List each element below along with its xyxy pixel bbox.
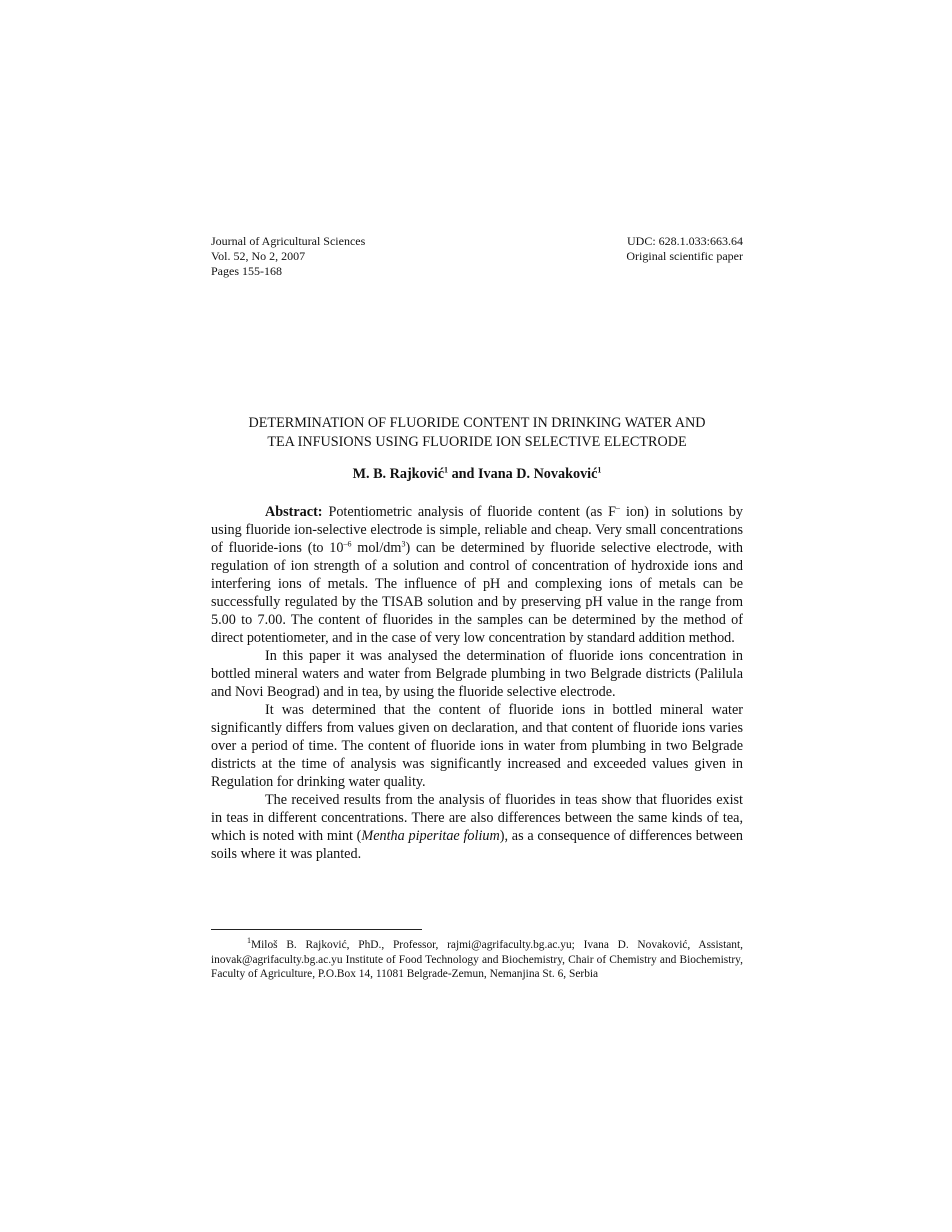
abstract-text: ) can be determined by fluoride selective electrode, with regulation of ion strength of a solution and control of concentration of hydroxide ions and interfering ions of metals. The influence of pH and complexing ions of metals can be successfully regulated by the TISAB solution and by preserving pH value in the range from 5.00 to 7.00. The content of fluorides in the samples can be determined by the method of direct potentiometer, and in the case of very low concentration by standard addition method.	[211, 540, 743, 646]
author-1: M. B. Rajković	[352, 466, 445, 482]
title-line-2: TEA INFUSIONS USING FLUORIDE ION SELECTIVE ELECTRODE	[267, 434, 687, 450]
species-name: Mentha piperitae folium	[361, 828, 500, 844]
abstract-text: mol/dm	[351, 540, 402, 556]
abstract-text: Potentiometric analysis of fluoride content (as F	[322, 504, 617, 520]
abstract-paragraph-3: It was determined that the content of fluoride ions in bottled mineral water significantly differs from values given on declaration, and that content of fluoride ions varies over a period of time. The content of fluoride ions in water from plumbing in two Belgrade districts at the time of analysis was significantly increased and exceeded values given in Regulation for drinking water quality.	[211, 702, 743, 790]
footnote-divider	[211, 929, 422, 930]
author-2: Ivana D. Novaković	[477, 466, 598, 482]
abstract-paragraph-2: In this paper it was analysed the determination of fluoride ions concentration in bottled mineral waters and water from Belgrade plumbing in two Belgrade districts (Palilula and Novi Beograd) and in tea, by using the fluoride selective electrode.	[211, 648, 743, 700]
concentration-exponent: –6	[343, 539, 352, 549]
journal-volume: Vol. 52, No 2, 2007	[211, 249, 306, 263]
journal-name: Journal of Agricultural Sciences	[211, 234, 366, 248]
udc-code: UDC: 628.1.033:663.64	[626, 234, 743, 248]
abstract-text: The received results from the analysis of fluorides in teas show that fluorides exist in teas in different concentrations. There are also differences between the same kinds of tea, which is noted with mint (	[211, 792, 743, 844]
abstract-paragraph-1	[211, 503, 743, 647]
abstract-text: ), as a consequence of differences between soils where it was planted.	[211, 828, 743, 862]
abstract-label: Abstract:	[265, 504, 323, 520]
journal-pages: Pages 155-168	[211, 264, 282, 278]
paper-title	[211, 414, 743, 452]
abstract-text: ion) in solutions by using fluoride ion-selective electrode is simple, reliable and cheap. Very small concentrations of fluoride-ions (to 10	[211, 504, 743, 556]
journal-header	[211, 234, 743, 279]
footnote-text: Miloš B. Rajković, PhD., Professor, rajmi@agrifaculty.bg.ac.yu; Ivana D. Novaković, Assistant, inovak@agrifaculty.bg.ac.yu Institute of Food Technology and Biochemistry, Chair of Chemistry and Biochemistry, Faculty of Agriculture, P.O.Box 14, 11081 Belgrade-Zemun, Nemanjina St. 6, Serbia	[211, 939, 743, 980]
volume-exponent: 3	[401, 539, 406, 549]
author-2-affiliation-mark: 1	[597, 465, 602, 475]
abstract-paragraph-4	[211, 791, 743, 863]
title-line-1: DETERMINATION OF FLUORIDE CONTENT IN DRINKING WATER AND	[248, 415, 706, 431]
author-connector: and	[448, 466, 478, 482]
abstract	[211, 503, 743, 863]
author-1-affiliation-mark: 1	[444, 465, 449, 475]
authors	[211, 466, 743, 483]
fluoride-charge: –	[616, 503, 621, 513]
footnote-mark: 1	[247, 936, 251, 946]
footnote	[211, 938, 743, 982]
paper-type: Original scientific paper	[626, 249, 743, 263]
